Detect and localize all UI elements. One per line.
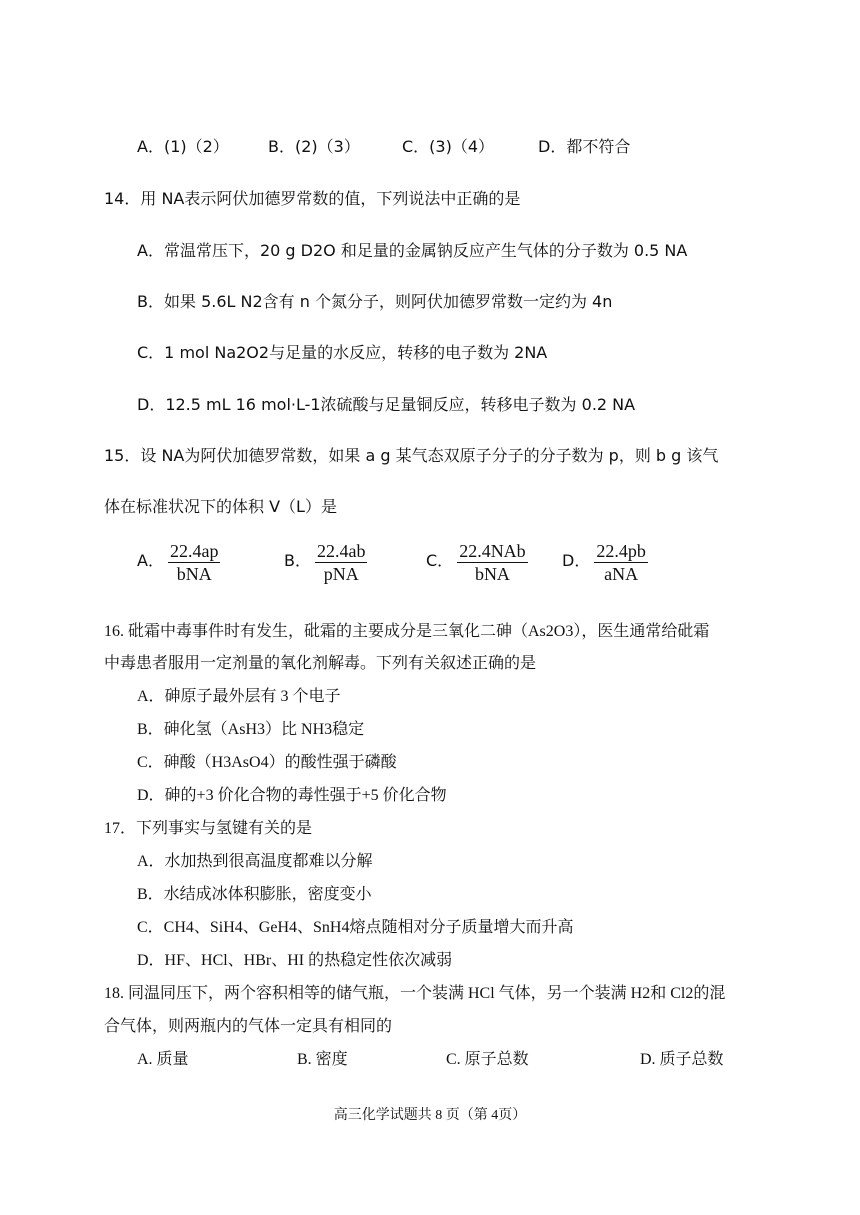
q15-option-a-numerator: 22.4ap [169, 541, 219, 561]
q18-stem-line1: 18. 同温同压下，两个容积相等的储气瓶，一个装满 HCl 气体，另一个装满 H2和 Cl2的混 [104, 985, 726, 1002]
q17-option-d: D．HF、HCl、HBr、HI 的热稳定性依次减弱 [137, 952, 453, 969]
q15-stem-line2: 体在标准状况下的体积 V（L）是 [104, 497, 337, 516]
q18-option-a: A. 质量 [137, 1051, 189, 1068]
q15-option-b-numerator: 22.4ab [316, 541, 366, 561]
q15-stem-line1: 15．设 NA为阿伏加德罗常数，如果 a g 某气态双原子分子的分子数为 p，则 b g 该气 [104, 446, 719, 465]
q15-option-d [562, 540, 648, 585]
q15-option-a [137, 540, 220, 585]
q15-option-c [426, 540, 528, 585]
q15-option-c-denominator: bNA [474, 564, 510, 584]
q15-option-a-label: A． [137, 551, 164, 571]
q13-option-d: D．都不符合 [538, 137, 631, 156]
q14-option-b: B．如果 5.6L N2含有 n 个氮分子，则阿伏加德罗常数一定约为 4n [137, 292, 613, 311]
q13-option-b: B．(2)（3） [268, 137, 360, 156]
q17-option-b: B．水结成冰体积膨胀，密度变小 [137, 886, 372, 903]
q15-option-d-fraction [594, 540, 648, 585]
q15-option-d-denominator: aNA [604, 564, 639, 584]
q15-option-c-numerator: 22.4NAb [459, 541, 526, 561]
page-footer: 高三化学试题共 8 页（第 4页） [333, 1108, 527, 1123]
q17-option-c: C．CH4、SiH4、GeH4、SnH4熔点随相对分子质量增大而升高 [137, 919, 574, 936]
q15-option-b-fraction [315, 540, 368, 585]
q18-option-c: C. 原子总数 [446, 1051, 529, 1068]
q16-stem-line1: 16. 砒霜中毒事件时有发生，砒霜的主要成分是三氧化二砷（As2O3），医生通常给砒霜 [104, 623, 710, 640]
q15-option-a-fraction [168, 540, 221, 585]
q18-option-d: D. 质子总数 [640, 1051, 724, 1068]
q16-option-c: C．砷酸（H3AsO4）的酸性强于磷酸 [137, 754, 397, 771]
q18-stem-line2: 合气体，则两瓶内的气体一定具有相同的 [104, 1018, 393, 1035]
q17-stem: 17．下列事实与氢键有关的是 [104, 820, 313, 837]
q14-option-d: D．12.5 mL 16 mol·L-1浓硫酸与足量铜反应，转移电子数为 0.2 NA [137, 395, 636, 414]
q15-option-c-label: C． [426, 551, 454, 571]
q18-option-b: B. 密度 [297, 1051, 348, 1068]
q16-option-d: D．砷的+3 价化合物的毒性强于+5 价化合物 [137, 787, 447, 804]
q14-stem: 14．用 NA表示阿伏加德罗常数的值，下列说法中正确的是 [104, 189, 521, 208]
q15-option-c-fraction [457, 540, 528, 585]
q16-option-b: B．砷化氢（AsH3）比 NH3稳定 [137, 721, 365, 738]
q15-option-b-denominator: pNA [323, 564, 359, 584]
q14-option-c: C．1 mol Na2O2与足量的水反应，转移的电子数为 2NA [137, 343, 548, 362]
q13-option-c: C．(3)（4） [402, 137, 495, 156]
q15-option-d-numerator: 22.4pb [596, 541, 646, 561]
q13-option-a: A．(1)（2） [137, 137, 229, 156]
q16-option-a: A．砷原子最外层有 3 个电子 [137, 688, 341, 705]
q15-option-d-label: D． [562, 551, 591, 571]
q14-option-a: A．常温常压下，20 g D2O 和足量的金属钠反应产生气体的分子数为 0.5 NA [137, 241, 688, 260]
q15-option-a-denominator: bNA [176, 564, 212, 584]
q15-option-b-label: B． [284, 551, 311, 571]
q15-option-b [284, 540, 367, 585]
q16-stem-line2: 中毒患者服用一定剂量的氧化剂解毒。下列有关叙述正确的是 [104, 655, 537, 672]
q17-option-a: A．水加热到很高温度都难以分解 [137, 853, 373, 870]
